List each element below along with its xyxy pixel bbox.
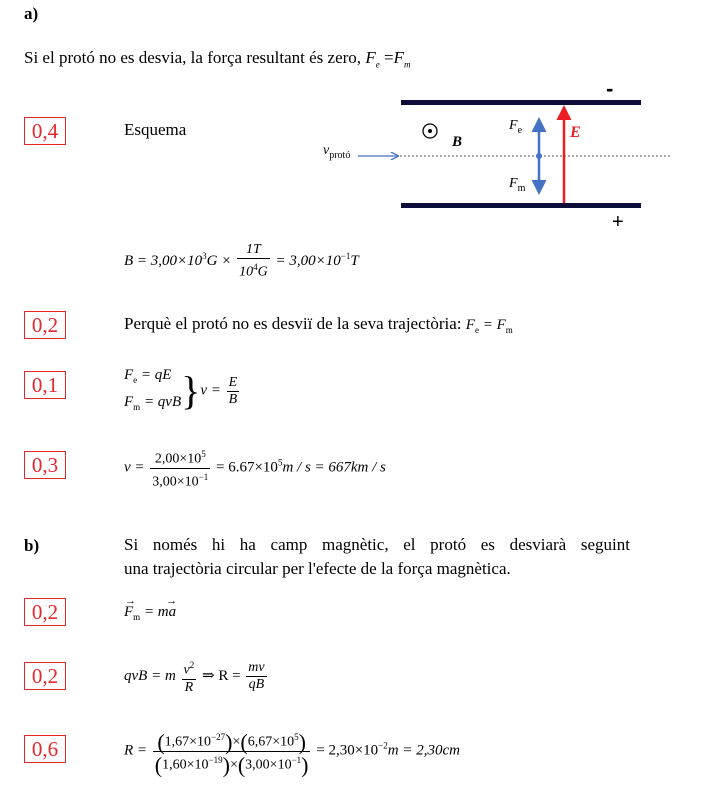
v-proton-label: $v_{protó}$: [323, 143, 351, 161]
forces-system: $F_e$ = qE $F_m$ = qvB }v = $\frac{E}{B}$: [124, 367, 238, 413]
score-box-esquema: 0,4: [24, 117, 66, 145]
intro-fe-sub: e: [375, 59, 380, 70]
part-a-intro: [24, 48, 410, 69]
minus-sign: -: [606, 76, 614, 101]
intro-fe: F: [365, 48, 376, 67]
intro-fm-sub: m: [403, 59, 411, 70]
score-box-radius-formula: 0,2: [24, 662, 66, 690]
velocity-equation: v = $\frac{2,00\times 10^5}{3,00\times 10^{-1}}$ = $6.67\times 10^5m / s = 667km / s$: [124, 446, 386, 490]
intro-fm: F: [393, 48, 404, 67]
radius-value-equation: R = $\frac{(1,67\times 10^{-27})\times(6,67\times 10^5)}{(1,60\times 10^{-19})\times(3,00\times 10^{-1})}$ = $2,30\times 10^{-2}m = 2,30cm$: [124, 729, 460, 778]
intro-text: Si el protó no es desvia, la força resultant és zero,: [24, 48, 362, 67]
fm-label: $F_m$: [509, 176, 526, 194]
part-b-label: b): [24, 536, 40, 555]
b-label: B: [452, 134, 463, 150]
score-box-vector-force: 0,2: [24, 598, 66, 626]
condition-text: Perquè el protó no es desviï de la seva trajectòria: $F_e = F_m$: [124, 314, 513, 335]
b-conversion-equation: $B = 3,00\times 10^3G$ × $\frac{1T}{10^4G}$ = $3,00\times 10^{-1}T$: [124, 242, 359, 280]
score-box-forces: 0,1: [24, 371, 66, 399]
negative-plate: [401, 100, 641, 105]
plus-sign: +: [612, 211, 624, 233]
score-box-radius-value: 0,6: [24, 735, 66, 763]
intro-eq-sign: =: [383, 48, 394, 67]
esquema-label: Esquema: [124, 120, 187, 139]
score-box-condition: 0,2: [24, 311, 66, 339]
score-box-velocity: 0,3: [24, 451, 66, 479]
part-b-text: Si només hi ha camp magnètic, el protó es desviarà seguint una trajectòria circular per l'efecte de la força magnètica.: [124, 535, 630, 578]
field-diagram: [300, 80, 690, 235]
e-label: E: [570, 124, 581, 141]
radius-formula: qvB = m $\frac{v^2}{R}$ ⇒ R = $\frac{mv}{qB}$: [124, 657, 269, 696]
part-a-label: a): [24, 4, 39, 23]
positive-plate: [401, 203, 641, 208]
vector-force-equation: → $F_m$ = ma →: [124, 595, 178, 622]
fe-label: $F_e$: [509, 118, 523, 136]
